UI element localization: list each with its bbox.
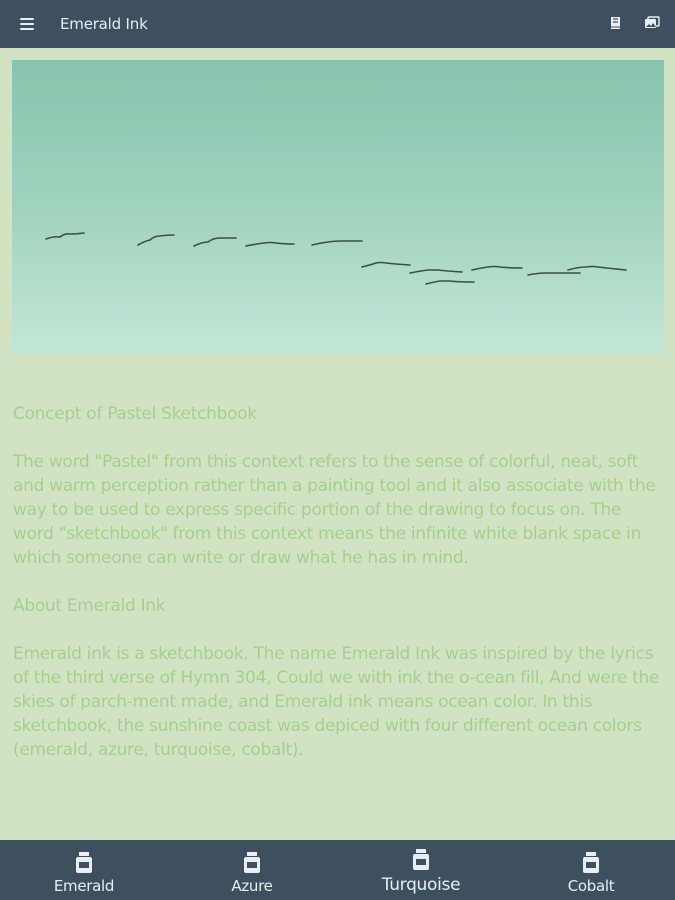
- menu-icon[interactable]: [18, 14, 38, 34]
- gallery-icon[interactable]: [643, 14, 661, 32]
- nav-turquoise[interactable]: [337, 840, 505, 900]
- hero-image: [12, 60, 664, 355]
- bird: [312, 241, 362, 245]
- heading-about: About Emerald Ink: [13, 596, 166, 616]
- nav-label: Emerald: [53, 877, 115, 895]
- bird: [46, 233, 84, 239]
- heading-concept: Concept of Pastel Sketchbook: [13, 404, 257, 424]
- nav-label: Azure: [231, 877, 273, 895]
- bird: [194, 238, 236, 246]
- ink-bottle-icon: [412, 849, 430, 871]
- nav-cobalt[interactable]: [507, 840, 675, 900]
- bird: [246, 243, 294, 247]
- app-title: Emerald Ink: [60, 15, 148, 33]
- nav-emerald[interactable]: [0, 840, 168, 900]
- bird: [410, 270, 462, 273]
- bird: [426, 281, 474, 284]
- ink-bottle-icon: [75, 852, 93, 874]
- paragraph-about: Emerald ink is a sketchbook. The name Emerald Ink was inspired by the lyrics of the third verse of Hymn 304, Could we with ink the o-cean fill, And were the skies of parch-ment made, and Emerald ink means ocean color. In this sketchbook, the sunshine coast was depiced with four different ocean colors (emerald, azure, turquoise, cobalt).: [13, 644, 660, 760]
- ink-bottle-icon: [582, 852, 600, 874]
- nav-label: Cobalt: [567, 877, 615, 895]
- bird: [568, 267, 626, 271]
- book-icon[interactable]: [607, 14, 625, 32]
- flock-of-birds-image: [12, 60, 664, 355]
- nav-azure[interactable]: [168, 840, 336, 900]
- content-area: [13, 402, 663, 762]
- app-bar: [0, 0, 675, 48]
- ink-bottle-icon: [243, 852, 261, 874]
- bird: [528, 273, 580, 275]
- paragraph-concept: The word "Pastel" from this context refers to the sense of colorful, neat, soft and warm perception rather than a painting tool and it also associate with the way to be used to express specific portion of the drawing to focus on. The word "sketchbook" from this context means the infinite white blank space in which someone can write or draw what he has in mind.: [13, 452, 656, 568]
- bird: [138, 235, 174, 245]
- bird: [362, 263, 410, 268]
- bottom-nav: [0, 840, 675, 900]
- nav-label: Turquoise: [381, 875, 461, 895]
- bird: [472, 267, 522, 271]
